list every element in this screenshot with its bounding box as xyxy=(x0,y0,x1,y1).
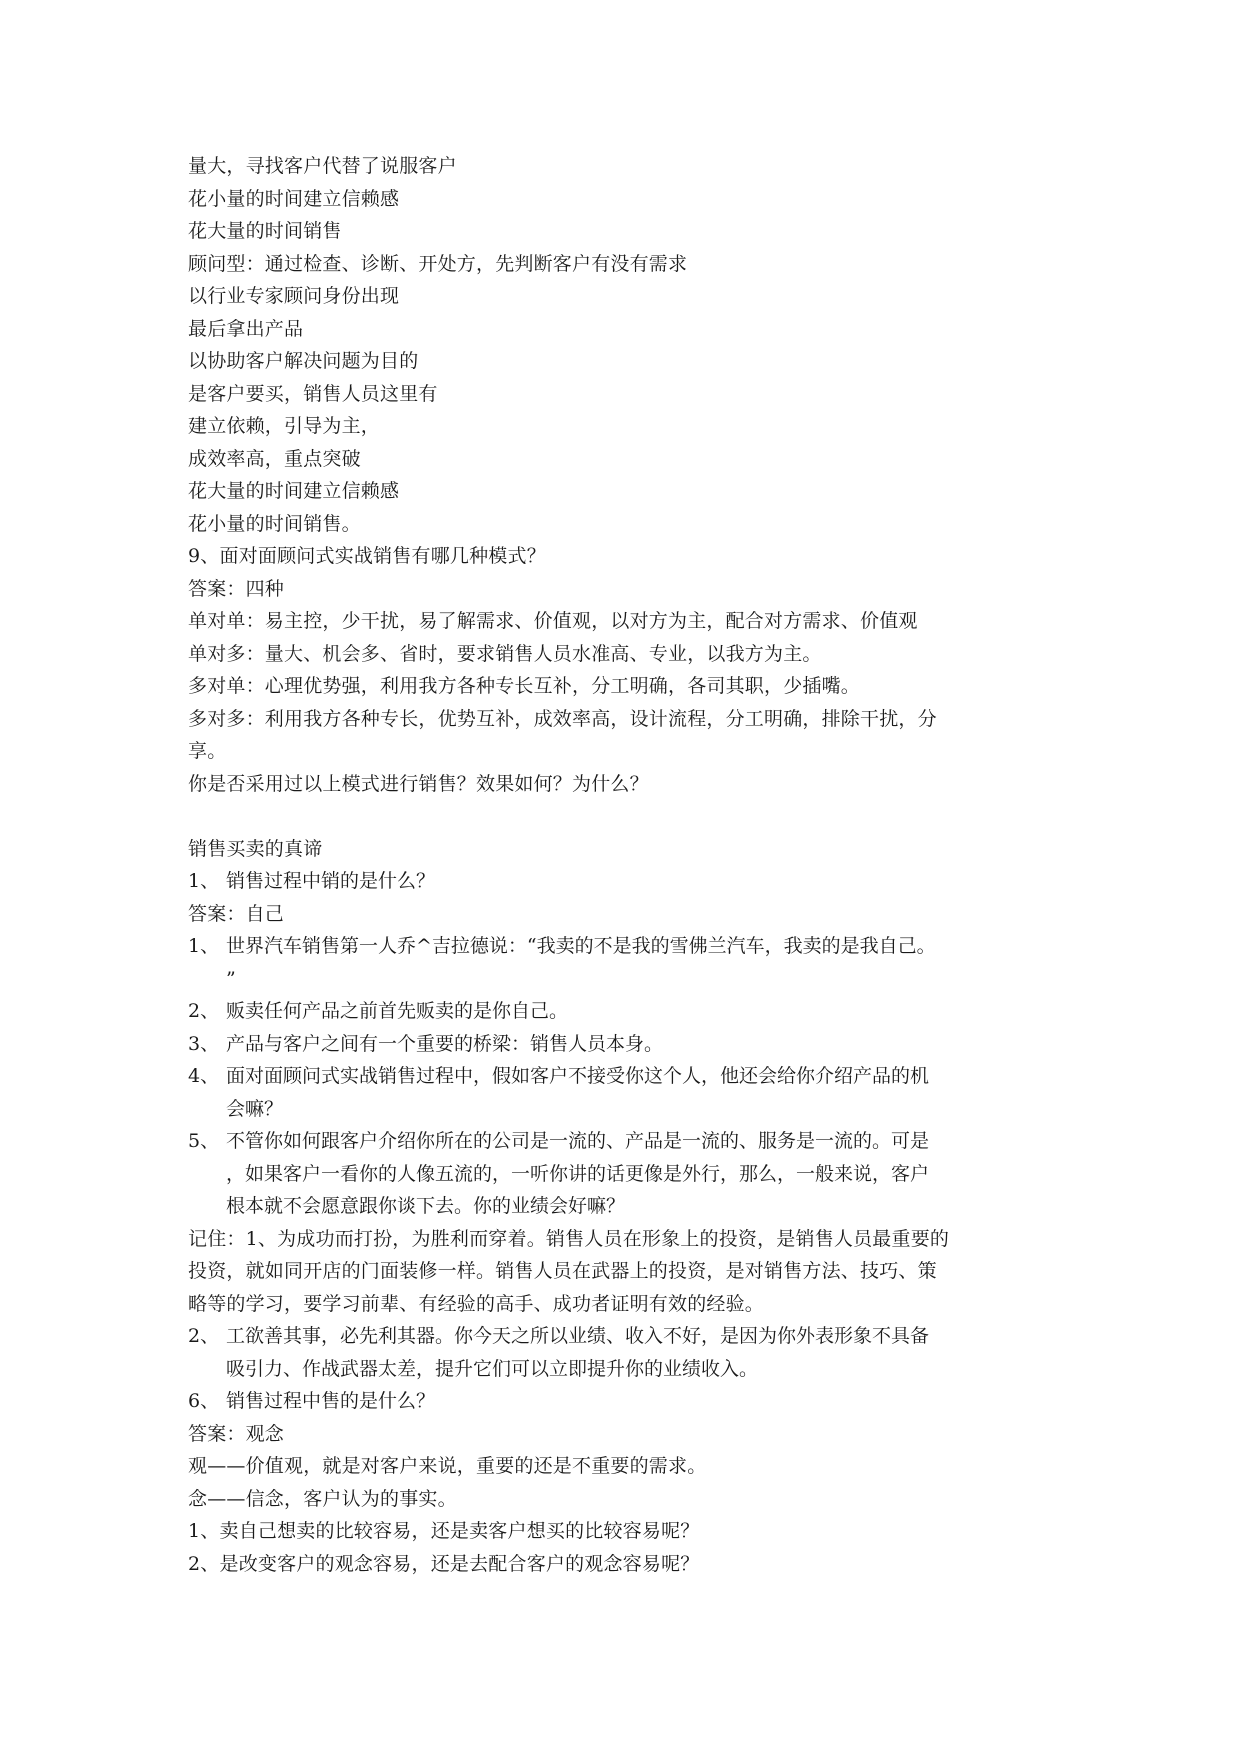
list-item xyxy=(188,1028,1068,1061)
list-text: 世界汽车销售第一人乔^吉拉德说：“我卖的不是我的雪佛兰汽车，我卖的是我自己。 xyxy=(226,935,936,957)
list-text: 销售过程中销的是什么？ xyxy=(226,870,436,892)
text-line: 以协助客户解决问题为目的 xyxy=(188,350,419,372)
blank-line xyxy=(188,800,1068,833)
list-item xyxy=(188,1060,1068,1125)
list-item xyxy=(188,1385,1068,1418)
text-line: 单对单：易主控，少干扰，易了解需求、价值观，以对方为主，配合对方需求、价值观 xyxy=(188,610,918,632)
text-line: 花大量的时间销售 xyxy=(188,220,342,242)
list-text: 不管你如何跟客户介绍你所在的公司是一流的、产品是一流的、服务是一流的。可是 xyxy=(226,1130,930,1152)
text-line: 顾问型：通过检查、诊断、开处方，先判断客户有没有需求 xyxy=(188,252,688,275)
list-text: 贩卖任何产品之前首先贩卖的是你自己。 xyxy=(226,1000,569,1022)
list-text-continuation: 吸引力、作战武器太差，提升它们可以立即提升你的业绩收入。 xyxy=(226,1357,759,1380)
list-number: 5、 xyxy=(188,1130,220,1152)
list-number: 2、 xyxy=(188,1325,220,1347)
text-line: 是客户要买，销售人员这里有 xyxy=(188,382,438,405)
list-number: 3、 xyxy=(188,1032,220,1055)
text-line: 单对多：量大、机会多、省时，要求销售人员水准高、专业，以我方为主。 xyxy=(188,642,822,665)
list-text-continuation: ” xyxy=(226,967,236,990)
memo-line: 投资，就如同开店的门面装修一样。销售人员在武器上的投资，是对销售方法、技巧、策 xyxy=(188,1260,937,1282)
list-text-continuation: ，如果客户一看你的人像五流的，一听你讲的话更像是外行，那么，一般来说，客户 xyxy=(226,1162,930,1185)
text-line: 成效率高，重点突破 xyxy=(188,447,361,470)
answer-line: 答案：四种 xyxy=(188,577,285,600)
answer-line: 答案：自己 xyxy=(188,902,285,925)
text-line: 你是否采用过以上模式进行销售？效果如何？为什么？ xyxy=(188,772,649,795)
list-text: 面对面顾问式实战销售过程中，假如客户不接受你这个人，他还会给你介绍产品的机 xyxy=(226,1065,930,1087)
section-title: 销售买卖的真谛 xyxy=(188,837,323,860)
list-number: 1、 xyxy=(188,870,220,892)
list-item xyxy=(188,930,1068,995)
list-number: 6、 xyxy=(188,1390,220,1412)
text-line: 量大，寻找客户代替了说服客户 xyxy=(188,155,457,177)
list-number: 4、 xyxy=(188,1065,220,1087)
text-line: 最后拿出产品 xyxy=(188,317,304,340)
document-body xyxy=(188,150,1068,1580)
list-item xyxy=(188,995,1068,1028)
text-line: 以行业专家顾问身份出现 xyxy=(188,285,400,307)
text-line: 1、卖自己想卖的比较容易，还是卖客户想买的比较容易呢？ xyxy=(188,1520,700,1542)
text-line: 建立依赖，引导为主， xyxy=(188,415,381,437)
list-item xyxy=(188,1320,1068,1385)
memo-line: 略等的学习，要学习前辈、有经验的高手、成功者证明有效的经验。 xyxy=(188,1292,765,1315)
list-item xyxy=(188,865,1068,898)
list-number: 1、 xyxy=(188,935,220,957)
text-line: 花小量的时间建立信赖感 xyxy=(188,187,400,210)
list-text-continuation: 根本就不会愿意跟你谈下去。你的业绩会好嘛？ xyxy=(226,1195,626,1217)
list-text: 工欲善其事，必先利其器。你今天之所以业绩、收入不好，是因为你外表形象不具备 xyxy=(226,1325,930,1347)
list-text: 销售过程中售的是什么？ xyxy=(226,1390,436,1412)
list-number: 2、 xyxy=(188,1000,220,1022)
list-item xyxy=(188,1125,1068,1223)
text-line: 念——信念，客户认为的事实。 xyxy=(188,1487,457,1510)
list-text: 产品与客户之间有一个重要的桥梁：销售人员本身。 xyxy=(226,1032,664,1055)
text-line: 花小量的时间销售。 xyxy=(188,512,361,535)
list-text-continuation: 会嘛？ xyxy=(226,1097,284,1120)
memo-line: 记住：1、为成功而打扮，为胜利而穿着。销售人员在形象上的投资，是销售人员最重要的 xyxy=(188,1227,950,1250)
text-line: 观——价值观，就是对客户来说，重要的还是不重要的需求。 xyxy=(188,1455,707,1477)
answer-line: 答案：观念 xyxy=(188,1422,285,1445)
text-line: 享。 xyxy=(188,740,227,762)
text-line: 花大量的时间建立信赖感 xyxy=(188,480,400,502)
question-heading: 9、面对面顾问式实战销售有哪几种模式？ xyxy=(188,545,546,567)
text-line: 多对多：利用我方各种专长，优势互补，成效率高，设计流程，分工明确，排除干扰，分 xyxy=(188,707,937,730)
text-line: 2、是改变客户的观念容易，还是去配合客户的观念容易呢？ xyxy=(188,1552,700,1575)
text-line: 多对单：心理优势强，利用我方各种专长互补，分工明确，各司其职，少插嘴。 xyxy=(188,675,861,697)
